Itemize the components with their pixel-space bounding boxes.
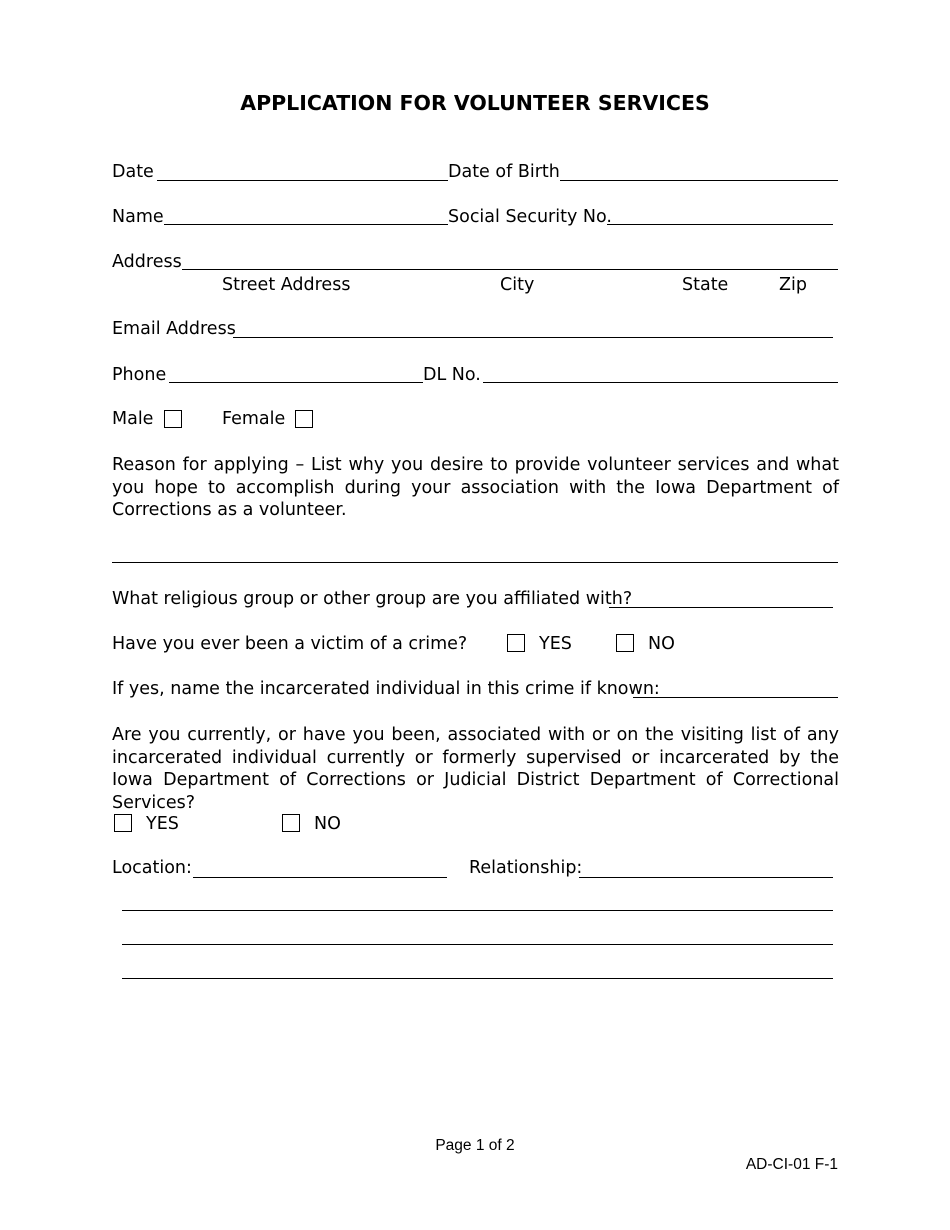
female-checkbox[interactable] (295, 410, 313, 428)
phone-label: Phone (112, 365, 167, 385)
form-code: AD-CI-01 F-1 (745, 1156, 838, 1173)
date-label: Date (112, 162, 154, 182)
date-field[interactable] (157, 180, 448, 181)
male-checkbox[interactable] (164, 410, 182, 428)
association-question: Are you currently, or have you been, associated with or on the visiting list of any incarcerated individual currently or formerly supervised or incarcerated by the Iowa Department of Corrections or Judicial District Department of Correctional Services? (112, 725, 839, 813)
dl-field[interactable] (483, 382, 838, 383)
religious-group-field[interactable] (609, 607, 833, 608)
date-of-birth-label: Date of Birth (448, 162, 560, 182)
name-label: Name (112, 207, 164, 227)
male-label: Male (112, 409, 154, 429)
association-yes-checkbox[interactable] (114, 814, 132, 832)
location-field[interactable] (193, 877, 447, 878)
date-of-birth-field[interactable] (560, 180, 838, 181)
reason-answer-line[interactable] (112, 562, 838, 563)
association-no-label: NO (314, 814, 341, 834)
victim-no-checkbox[interactable] (616, 634, 634, 652)
page-number: Page 1 of 2 (435, 1137, 515, 1154)
incarcerated-individual-field[interactable] (633, 697, 838, 698)
relationship-label: Relationship: (469, 858, 583, 878)
victim-no-label: NO (648, 634, 675, 654)
name-field[interactable] (164, 224, 448, 225)
city-caption: City (500, 275, 535, 295)
reason-text: Reason for applying – List why you desire to provide volunteer services and what you hope to accomplish during your association with the Iowa Department of Corrections as a volunteer. (112, 455, 839, 520)
zip-caption: Zip (779, 275, 807, 295)
phone-field[interactable] (169, 382, 423, 383)
email-field[interactable] (233, 337, 833, 338)
ssn-field[interactable] (607, 224, 833, 225)
association-no-checkbox[interactable] (282, 814, 300, 832)
additional-line[interactable] (122, 944, 833, 945)
ssn-label: Social Security No. (448, 207, 612, 227)
victim-question: Have you ever been a victim of a crime? (112, 634, 468, 654)
association-yes-label: YES (146, 814, 179, 834)
location-label: Location: (112, 858, 192, 878)
victim-yes-checkbox[interactable] (507, 634, 525, 652)
if-yes-text: If yes, name the incarcerated individual in this crime if known: (112, 679, 660, 699)
relationship-field[interactable] (579, 877, 833, 878)
state-caption: State (682, 275, 729, 295)
religious-question: What religious group or other group are you affiliated with? (112, 589, 633, 609)
dl-label: DL No. (423, 365, 481, 385)
victim-yes-label: YES (539, 634, 572, 654)
address-field[interactable] (182, 269, 838, 270)
page-title: APPLICATION FOR VOLUNTEER SERVICES (240, 91, 710, 115)
additional-line[interactable] (122, 978, 833, 979)
additional-line[interactable] (122, 910, 833, 911)
street-address-caption: Street Address (222, 275, 351, 295)
address-label: Address (112, 252, 182, 272)
female-label: Female (222, 409, 286, 429)
email-label: Email Address (112, 319, 236, 339)
